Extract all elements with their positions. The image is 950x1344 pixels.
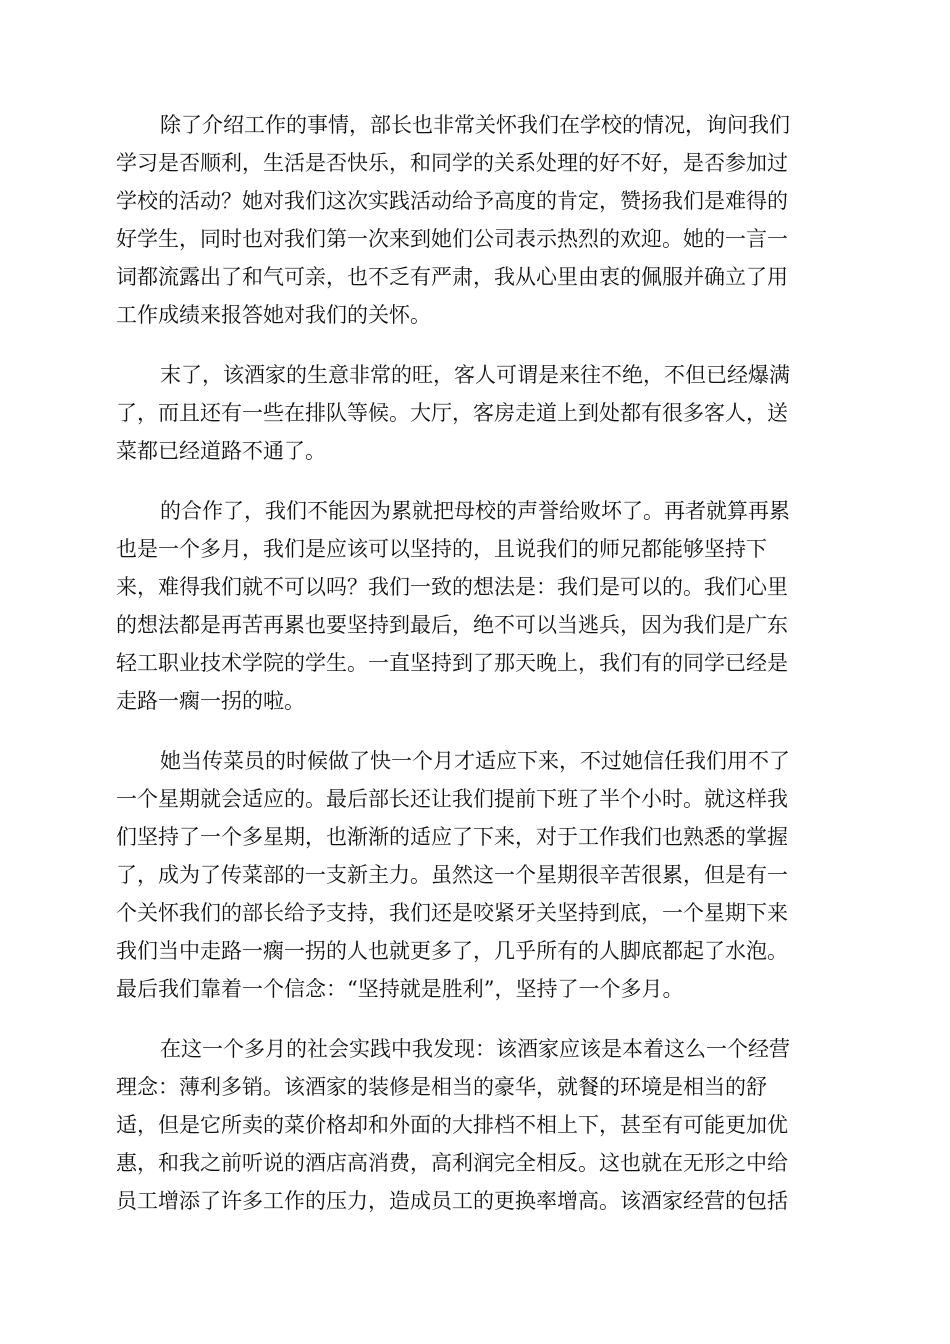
paragraph-line: 惠，和我之前听说的酒店高消费，高利润完全相反。这也就在无形之中给 (116, 1151, 788, 1175)
paragraph-line: 除了介绍工作的事情，部长也非常关怀我们在学校的情况，询问我们 (160, 113, 790, 137)
paragraph-line: 个关怀我们的部长给予支持，我们还是咬紧牙关坚持到底，一个星期下来 (116, 901, 788, 925)
paragraph-line: 员工增添了许多工作的压力，造成员工的更换率增高。该酒家经营的包括 (116, 1189, 788, 1213)
paragraph-line: 工作成绩来报答她对我们的关怀。 (116, 303, 431, 327)
paragraph-line: 理念：薄利多销。该酒家的装修是相当的豪华，就餐的环境是相当的舒 (116, 1075, 767, 1099)
paragraph-4 (116, 742, 836, 1008)
paragraph-line: 来，难得我们就不可以吗？我们一致的想法是：我们是可以的。我们心里 (116, 575, 788, 599)
paragraph-line: 在这一个多月的社会实践中我发现：该酒家应该是本着这么一个经营 (160, 1037, 790, 1061)
paragraph-line: 末了，该酒家的生意非常的旺，客人可谓是来往不绝，不但已经爆满 (160, 363, 790, 387)
paragraph-line: 们坚持了一个多星期，也渐渐的适应了下来，对于工作我们也熟悉的掌握 (116, 825, 788, 849)
paragraph-line: 了，成为了传菜部的一支新主力。虽然这一个星期很辛苦很累，但是有一 (116, 863, 788, 887)
paragraph-line: 了，而且还有一些在排队等候。大厅，客房走道上到处都有很多客人，送 (116, 401, 788, 425)
document-body (116, 106, 836, 1242)
paragraph-line: 的想法都是再苦再累也要坚持到最后，绝不可以当逃兵，因为我们是广东 (116, 613, 788, 637)
paragraph-line: 我们当中走路一瘸一拐的人也就更多了，几乎所有的人脚底都起了水泡。 (116, 939, 788, 963)
paragraph-line: 适，但是它所卖的菜价格却和外面的大排档不相上下，甚至有可能更加优 (116, 1113, 788, 1137)
paragraph-line: 菜都已经道路不通了。 (116, 439, 326, 463)
paragraph-line: 也是一个多月，我们是应该可以坚持的，且说我们的师兄都能够坚持下 (116, 537, 767, 561)
paragraph-line: 她当传菜员的时候做了快一个月才适应下来，不过她信任我们用不了 (160, 749, 790, 773)
paragraph-2 (116, 356, 836, 470)
paragraph-line: 学习是否顺利，生活是否快乐，和同学的关系处理的好不好，是否参加过 (116, 151, 788, 175)
paragraph-line: 走路一瘸一拐的啦。 (116, 689, 305, 713)
paragraph-5 (116, 1030, 836, 1220)
paragraph-3 (116, 492, 836, 720)
paragraph-1 (116, 106, 836, 334)
paragraph-line: 的合作了，我们不能因为累就把母校的声誉给败坏了。再者就算再累 (160, 499, 790, 523)
paragraph-line: 轻工职业技术学院的学生。一直坚持到了那天晚上，我们有的同学已经是 (116, 651, 788, 675)
paragraph-line: 最后我们靠着一个信念：“坚持就是胜利”，坚持了一个多月。 (116, 977, 684, 1001)
paragraph-line: 学校的活动？她对我们这次实践活动给予高度的肯定，赞扬我们是难得的 (116, 189, 788, 213)
paragraph-line: 一个星期就会适应的。最后部长还让我们提前下班了半个小时。就这样我 (116, 787, 788, 811)
paragraph-line: 好学生，同时也对我们第一次来到她们公司表示热烈的欢迎。她的一言一 (116, 227, 788, 251)
paragraph-line: 词都流露出了和气可亲，也不乏有严肃，我从心里由衷的佩服并确立了用 (116, 265, 788, 289)
